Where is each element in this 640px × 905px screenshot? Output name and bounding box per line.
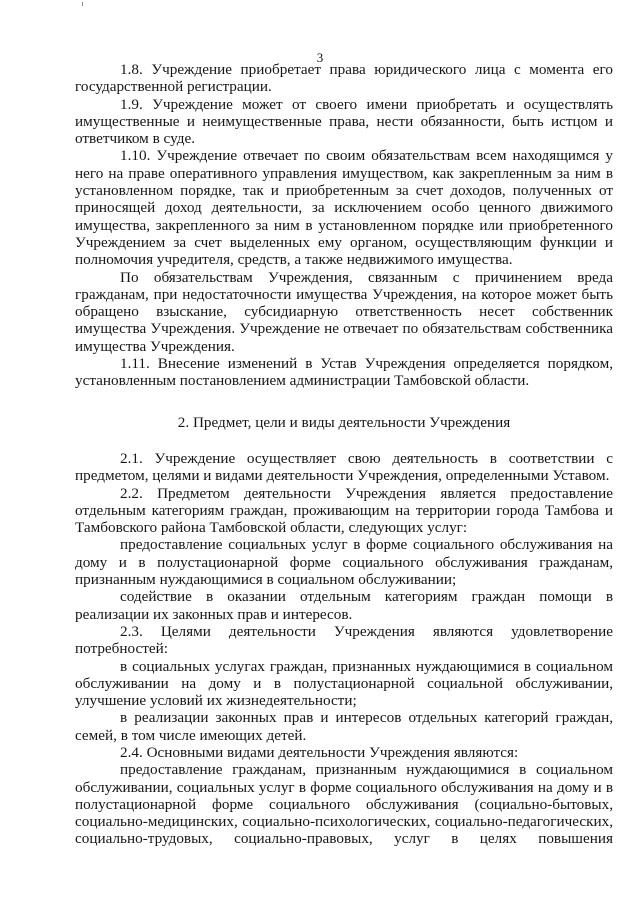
paragraph-1-10: 1.10. Учреждение отвечает по своим обязательствам всем находящимся у него на праве оперативного управления имуществом, как закрепленным за ним в установленном порядке, так и приобретенным за счет доходов, полученных от приносящей доход деятельности, за исключением особо ценного движимого имущества, закрепленного за ним в установленном порядке или приобретенного Учреждением за счет выделенных ему органом, осуществляющим функции и полномочия учредителя, средств, а также недвижимого имущества. [75,147,613,269]
document-body [75,61,613,848]
paragraph-1-9: 1.9. Учреждение может от своего имени приобретать и осуществлять имущественные и неимущественные права, нести обязанности, быть истцом и ответчиком в суде. [75,95,613,148]
paragraph-assistance: содействие в оказании отдельным категориям граждан помощи в реализации их законных прав и интересов. [75,588,613,623]
paragraph-liability: По обязательствам Учреждения, связанным с причинением вреда гражданам, при недостаточности имущества Учреждения, на которое может быть обращено взыскание, субсидиарную ответственность несет собственник имущества Учреждения. Учреждение не отвечает по обязательствам собственника имущества Учреждения. [75,268,613,355]
paragraph-needs-social-services: в социальных услугах граждан, признанных нуждающимися в социальном обслуживании на дому и в полустационарной социальной обслуживании, улучшение условий их жизнедеятельности; [75,657,613,710]
paragraph-activities: предоставление гражданам, признанным нуждающимися в социальном обслуживании, социальных услуг в форме социального обслуживания на дому и в полустационарной форме социального обслуживания (социально-бытовых, социально-медицинских, социально-психологических, социально-педагогических, социально-трудовых, социально-правовых, услуг в целях повышения [75,761,613,848]
paragraph-2-4: 2.4. Основными видами деятельности Учреждения являются: [120,743,519,761]
page-number: 3 [316,50,324,65]
paragraph-1-8: 1.8. Учреждение приобретает права юридического лица с момента его государственной регистрации. [75,61,613,96]
scan-mark [82,2,83,6]
section-heading: 2. Предмет, цели и виды деятельности Учреждения [177,413,511,431]
paragraph-needs-rights: в реализации законных прав и интересов отдельных категорий граждан, семей, в том числе имеющих детей. [75,709,613,744]
paragraph-services-provision: предоставление социальных услуг в форме социального обслуживания на дому и в полустационарной форме социального обслуживания гражданам, признанным нуждающимися в социальном обслуживании; [75,536,613,589]
paragraph-2-1: 2.1. Учреждение осуществляет свою деятельность в соответствии с предметом, целями и видами деятельности Учреждения, определенными Уставом. [75,449,613,485]
paragraph-2-2: 2.2. Предметом деятельности Учреждения является предоставление отдельным категориям граждан, проживающим на территории города Тамбова и Тамбовского района Тамбовской области, следующих услуг: [75,484,613,537]
paragraph-1-11: 1.11. Внесение изменений в Устав Учреждения определяется порядком, установленным постановлением администрации Тамбовской области. [75,355,613,390]
paragraph-2-3: 2.3. Целями деятельности Учреждения являются удовлетворение потребностей: [75,622,613,658]
